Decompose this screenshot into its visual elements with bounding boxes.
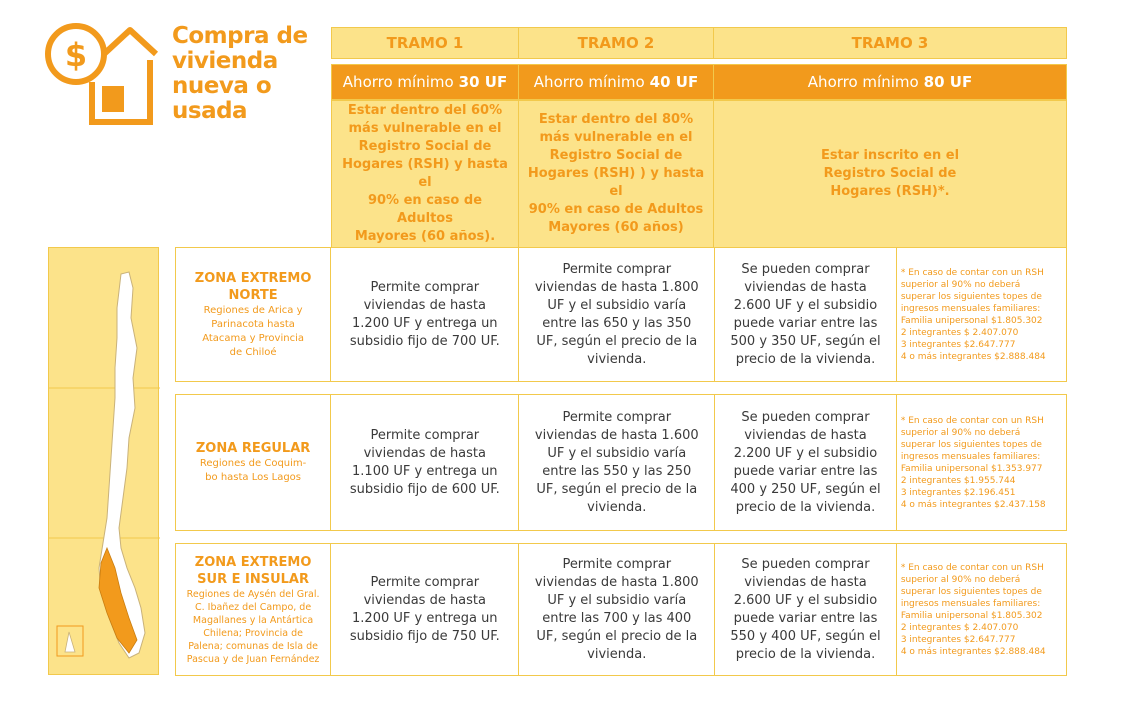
zona-desc: Regiones de Aysén del Gral. C. Ibañez del Campo, de Magallanes y la Antártica Chilena; Provincia de Palena; comunas de Isla de Pascua y de Juan Fernández (186, 588, 320, 665)
tramo-2-header (518, 27, 714, 59)
tramo-3-cell: Se pueden comprar viviendas de hasta 2.600 UF y el subsidio puede variar entre las 500 y 350 UF, según el precio de la vivienda. (715, 248, 897, 381)
ahorro-value: 40 UF (649, 73, 699, 91)
tramo-3-label: TRAMO 3 (851, 34, 929, 52)
ahorro-text: Ahorro mínimo (807, 73, 919, 91)
ahorro-text: Ahorro mínimo (533, 73, 645, 91)
ahorro-value: 80 UF (923, 73, 973, 91)
zona-label-cell (176, 544, 331, 675)
svg-text:$: $ (64, 36, 88, 74)
tramo-2-cell: Permite comprar viviendas de hasta 1.800 UF y el subsidio varía entre las 700 y las 400 UF, según el precio de la vivienda. (519, 544, 715, 675)
page-title: Compra de vivienda nueva o usada (172, 23, 308, 124)
tramo-1-label: TRAMO 1 (386, 34, 464, 52)
tramo-3-cell: Se pueden comprar viviendas de hasta 2.600 UF y el subsidio puede variar entre las 550 y 400 UF, según el precio de la vivienda. (715, 544, 897, 675)
tramo-1-header (331, 27, 519, 59)
zona-label-cell (176, 248, 331, 381)
zona-name: ZONA EXTREMO NORTE (194, 270, 312, 303)
tramo-2-ahorro (518, 64, 714, 100)
tramo-2-cell: Permite comprar viviendas de hasta 1.600 UF y el subsidio varía entre las 550 y las 250 UF, según el precio de la vivienda. (519, 395, 715, 530)
zona-name: ZONA REGULAR (195, 441, 311, 456)
tramo-3-requisito: Estar inscrito en el Registro Social de Hogares (RSH)*. (713, 100, 1067, 248)
tramo-2-requisito: Estar dentro del 80% más vulnerable en el Registro Social de Hogares (RSH) ) y hasta el 90% en caso de Adultos Mayores (60 años) (518, 100, 714, 248)
zona-desc: Regiones de Coquim- bo hasta Los Lagos (199, 458, 307, 483)
tramo-2-cell: Permite comprar viviendas de hasta 1.800 UF y el subsidio varía entre las 650 y las 350 UF, según el precio de la vivienda. (519, 248, 715, 381)
tramo-2-label: TRAMO 2 (577, 34, 655, 52)
zona-label-cell (176, 395, 331, 530)
zona-row-1 (175, 247, 1067, 382)
ingresos-note: * En caso de contar con un RSH superior al 90% no deberá superar los siguientes topes de ingresos mensuales familiares: Familia unipersonal $1.805.302 2 integrantes $ 2.407.070 3 integrantes $2.647.777 4 o más integrantes $2.888.484 (900, 267, 1046, 362)
tramo-3-cell: Se pueden comprar viviendas de hasta 2.200 UF y el subsidio puede variar entre las 400 y 250 UF, según el precio de la vivienda. (715, 395, 897, 530)
chile-map-icon (49, 248, 160, 676)
tramo-3-ahorro (713, 64, 1067, 100)
tramo-1-cell: Permite comprar viviendas de hasta 1.200 UF y entrega un subsidio fijo de 700 UF. (331, 248, 519, 381)
tramo-1-ahorro (331, 64, 519, 100)
ingresos-note: * En caso de contar con un RSH superior al 90% no deberá superar los siguientes topes de ingresos mensuales familiares: Familia unipersonal $1.353.977 2 integrantes $1.955.744 3 integrantes $2.196.451 4 o más integrantes $2.437.158 (900, 415, 1046, 510)
ingresos-note: * En caso de contar con un RSH superior al 90% no deberá superar los siguientes topes de ingresos mensuales familiares: Familia unipersonal $1.805.302 2 integrantes $ 2.407.070 3 integrantes $2.647.777 4 o más integrantes $2.888.484 (900, 562, 1046, 657)
ahorro-value: 30 UF (458, 73, 508, 91)
tramo-3-header (713, 27, 1067, 59)
chile-map-panel (48, 247, 159, 675)
tramo-1-cell: Permite comprar viviendas de hasta 1.100 UF y entrega un subsidio fijo de 600 UF. (331, 395, 519, 530)
zona-name: ZONA EXTREMO SUR E INSULAR (194, 554, 312, 587)
ahorro-text: Ahorro mínimo (342, 73, 454, 91)
tramo-1-cell: Permite comprar viviendas de hasta 1.200 UF y entrega un subsidio fijo de 750 UF. (331, 544, 519, 675)
zona-row-3 (175, 543, 1067, 676)
house-dollar-icon (44, 20, 162, 128)
zona-desc: Regiones de Arica y Parinacota hasta Atacama y Provincia de Chiloé (202, 304, 304, 358)
zona-row-2 (175, 394, 1067, 531)
tramo-1-requisito: Estar dentro del 60% más vulnerable en el Registro Social de Hogares (RSH) y hasta el 90% en caso de Adultos Mayores (60 años). (331, 100, 519, 248)
